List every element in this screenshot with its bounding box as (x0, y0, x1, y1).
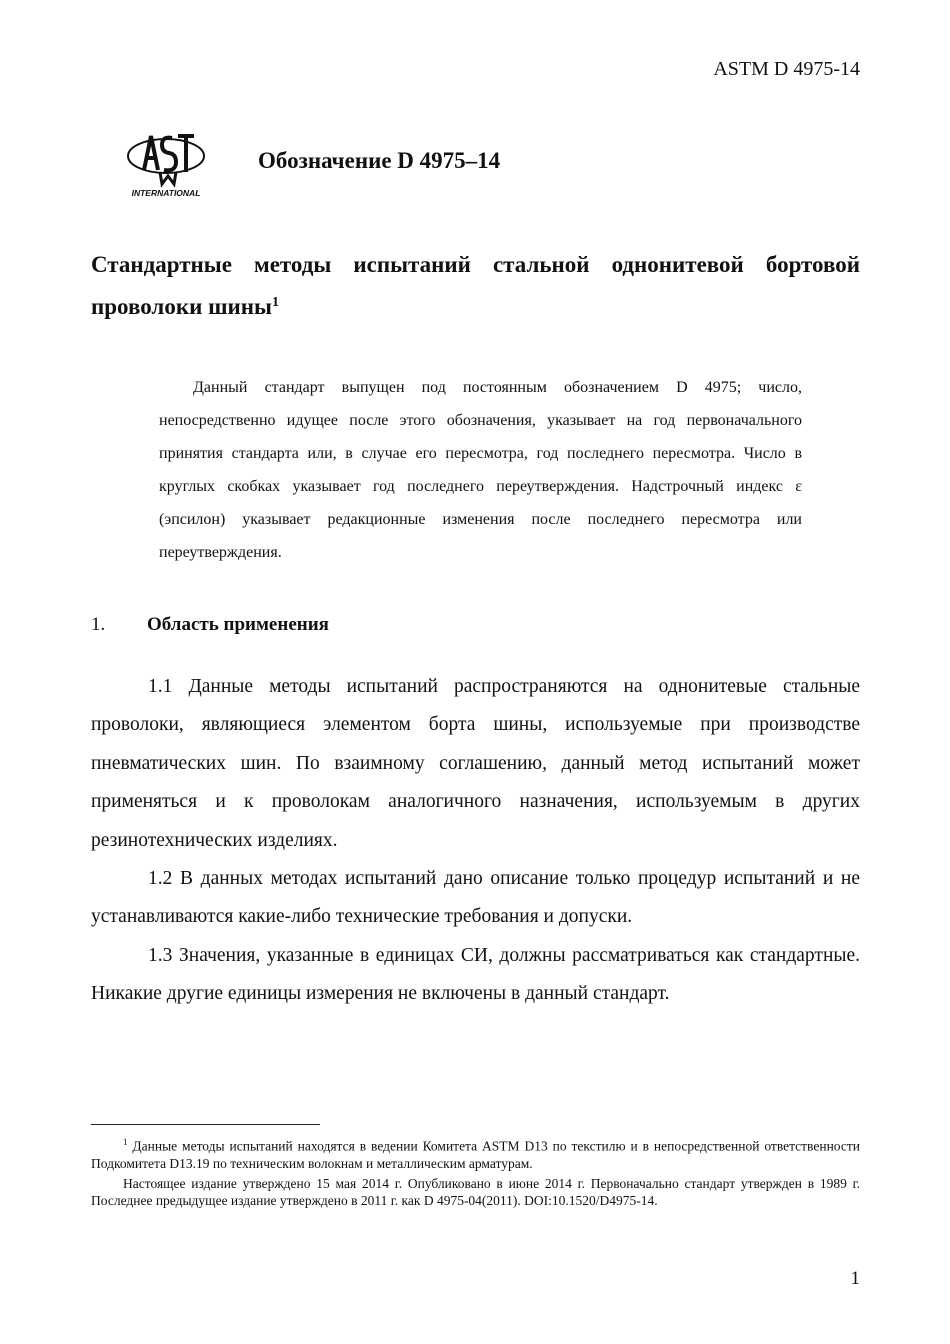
page-number: 1 (850, 1268, 860, 1289)
document-title (91, 244, 860, 328)
paragraph-text: В данных методах испытаний дано описание только процедур испытаний и не устанавливаются какие-либо технические требования и допуски. (91, 868, 860, 928)
svg-text:INTERNATIONAL: INTERNATIONAL (131, 188, 201, 198)
paragraph-number: 1.2 (148, 868, 173, 890)
footnote-2 (91, 1175, 860, 1210)
astm-logo (124, 126, 208, 198)
paragraph-number: 1.3 (148, 944, 173, 966)
footnote-marker: 1 (123, 1137, 128, 1147)
footnote-divider (91, 1124, 320, 1125)
section-number: 1. (91, 614, 106, 635)
title-text: Стандартные методы испытаний стальной однонитевой бортовой проволоки шины (91, 252, 860, 319)
section-heading (91, 614, 329, 636)
footnote-text: Данные методы испытаний находятся в ведении Комитета ASTM D13 по текстилю и в непосредственной ответственности Подкомитета D13.19 по техническим волокнам и металлическим арматурам. (91, 1138, 860, 1171)
footnote-1 (91, 1134, 860, 1173)
preface-note (159, 371, 802, 569)
paragraph-text: Значения, указанные в единицах СИ, должны рассматриваться как стандартные. Никакие другие единицы измерения не включены в данный стандарт. (91, 944, 861, 1005)
title-footnote-ref: 1 (271, 295, 279, 310)
section-body (91, 668, 860, 1014)
paragraph-text: Данные методы испытаний распространяются на однонитевые стальные проволоки, являющиеся элементом борта шины, используемые при производстве пневматических шин. По взаимному соглашению, данный метод испытаний может применяться и к проволокам аналогичного назначения, используемым в других резинотехнических изделиях. (91, 676, 861, 851)
paragraph (91, 668, 860, 860)
designation-heading: Обозначение D 4975–14 (258, 148, 501, 173)
section-title: Область применения (147, 614, 329, 635)
preface-text: Данный стандарт выпущен под постоянным обозначением D 4975; число, непосредственно идущее после этого обозначения, указывает на год первоначального принятия стандарта или, в случае его пересмотра, год последнего пересмотра. Число в круглых скобках указывает год последнего переутверждения. Надстрочный индекс ε (эпсилон) указывает редакционные изменения после последнего пересмотра или переутверждения. (159, 379, 802, 561)
footnotes (91, 1134, 860, 1212)
paragraph (91, 937, 860, 1014)
document-code: ASTM D 4975-14 (713, 58, 860, 80)
footnote-text: Настоящее издание утверждено 15 мая 2014 г. Опубликовано в июне 2014 г. Первоначально стандарт утвержден в 1989 г. Последнее предыдущее издание утверждено в 2011 г. как D 4975-04(2011). DOI:10.1520/D4975-14. (91, 1175, 860, 1208)
paragraph (91, 860, 860, 937)
paragraph-number: 1.1 (148, 676, 173, 697)
